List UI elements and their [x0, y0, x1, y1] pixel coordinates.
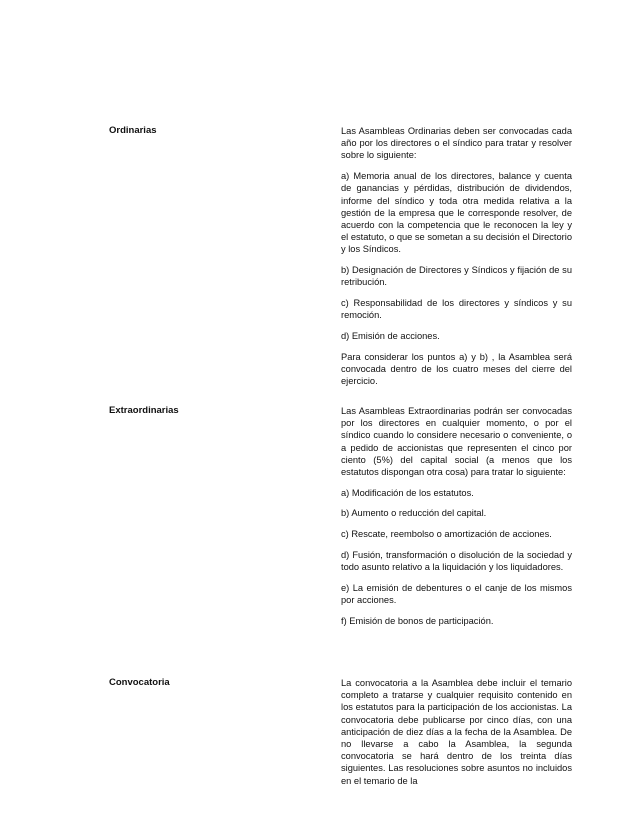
paragraph: f) Emisión de bonos de participación. [341, 615, 494, 626]
paragraph: b) Designación de Directores y Síndicos y fijación de su retribución. [341, 265, 572, 288]
paragraph: e) La emisión de debentures o el canje de los mismos por acciones. [341, 582, 572, 605]
paragraph: d) Emisión de acciones. [341, 330, 440, 341]
section-term-ordinarias: Ordinarias [109, 125, 157, 136]
paragraph: c) Rescate, reembolso o amortización de acciones. [341, 529, 552, 540]
paragraph: d) Fusión, transformación o disolución de la sociedad y todo asunto relativo a la liquidación y los liquidadores. [341, 549, 572, 573]
paragraph: Las Asambleas Extraordinarias podrán ser convocadas por los directores en cualquier momento, o por el síndico cuando lo considere necesario o conveniente, o a pedido de accionistas que representen el cinco por ciento (5%) del capital social (a menos que los estatutos dispongan otra cosa) para tratar lo siguiente: [341, 406, 572, 478]
paragraph: a) Memoria anual de los directores, balance y cuenta de ganancias y pérdidas, distribución de dividendos, informe del síndico y toda otra medida relativa a la gestión de la empresa que le corresponde resolver, de acuerdo con la competencia que le reconocen la ley y el estatuto, o que se sometan a su decisión el Directorio y los Síndicos. [341, 171, 573, 255]
section-body-convocatoria [341, 677, 572, 787]
section-term-extraordinarias: Extraordinarias [109, 405, 179, 416]
section-body-extraordinarias [341, 405, 572, 627]
paragraph: c) Responsabilidad de los directores y síndicos y su remoción. [341, 297, 572, 321]
section-body-ordinarias [341, 125, 572, 387]
paragraph: a) Modificación de los estatutos. [341, 487, 474, 498]
paragraph: La convocatoria a la Asamblea debe incluir el temario completo a tratarse y cualquier requisito contenido en los estatutos para la participación de los accionistas. La convocatoria debe publicarse por cinco días, con una anticipación de diez días a la fecha de la Asamblea. De no llevarse a cabo la Asamblea, la segunda convocatoria se hará dentro de los treinta días siguientes. Las resoluciones sobre asuntos no incluidos en el temario de la [341, 678, 572, 786]
paragraph: Para considerar los puntos a) y b) , la Asamblea será convocada dentro de los cuatro meses del cierre del ejercicio. [341, 351, 572, 386]
paragraph: Las Asambleas Ordinarias deben ser convocadas cada año por los directores o el síndico para tratar y resolver sobre lo siguiente: [341, 126, 572, 161]
section-term-convocatoria: Convocatoria [109, 677, 170, 688]
paragraph: b) Aumento o reducción del capital. [341, 508, 487, 519]
